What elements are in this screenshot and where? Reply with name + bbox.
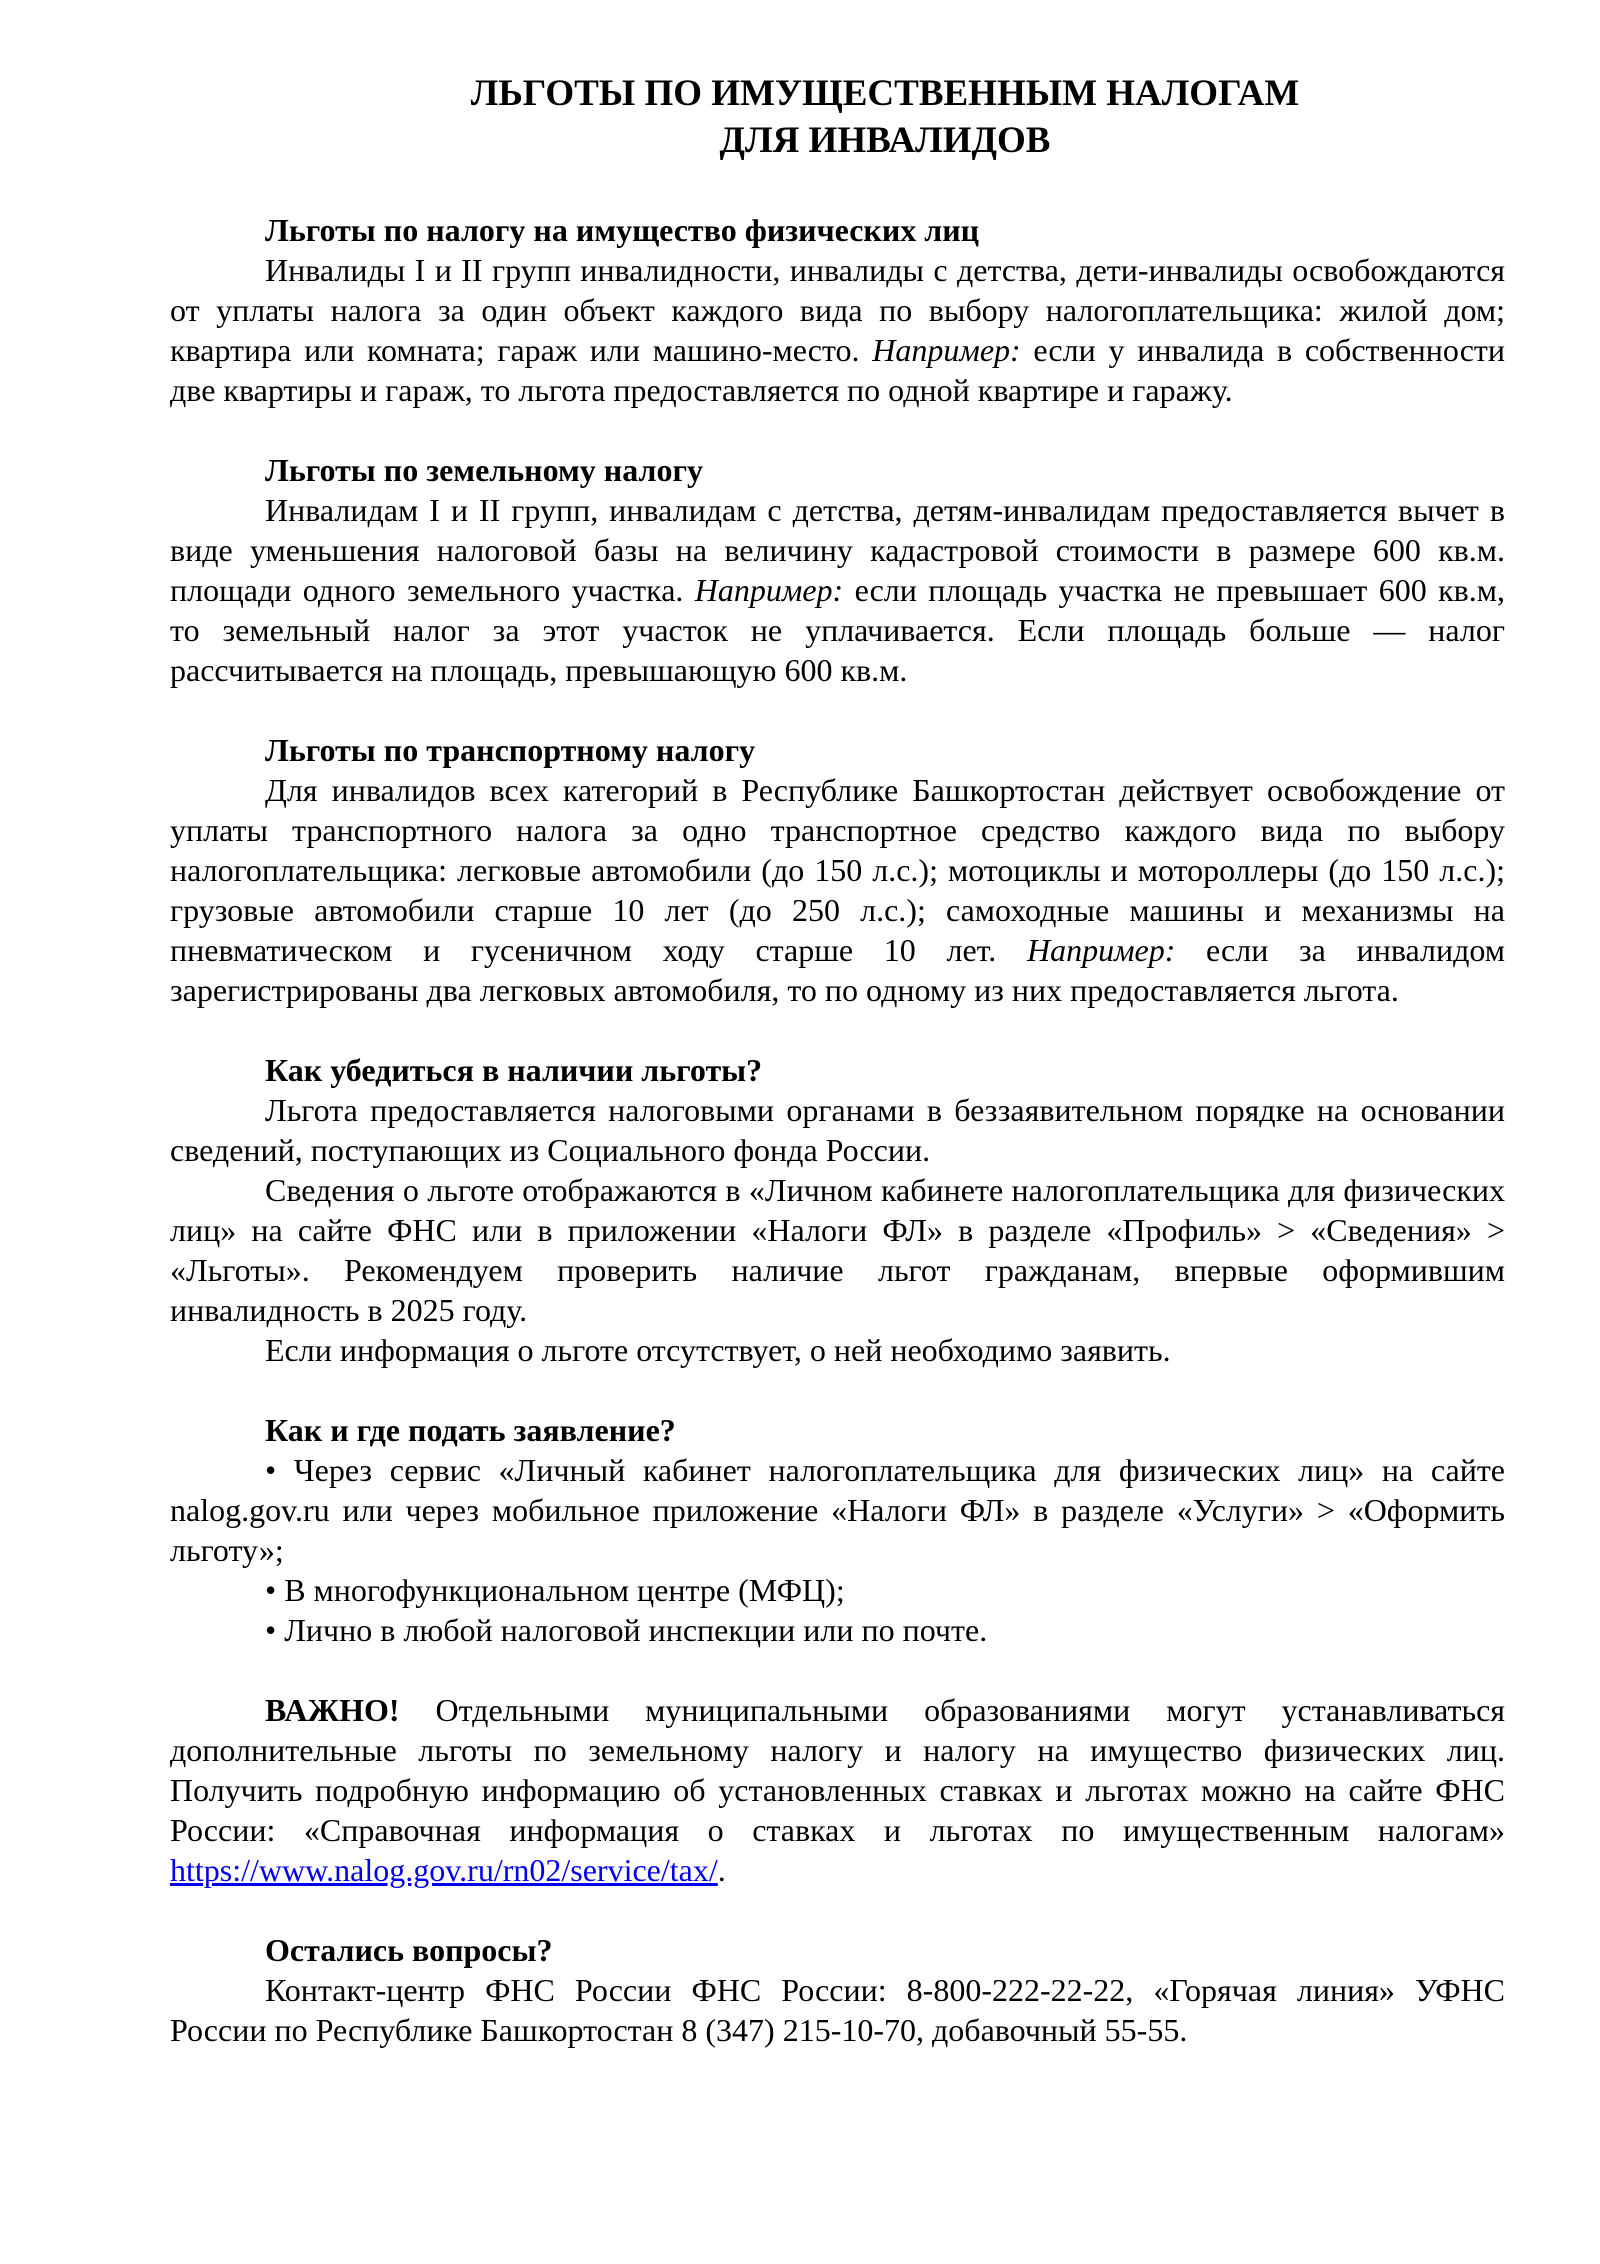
heading-transport-tax: Льготы по транспортному налогу bbox=[265, 732, 756, 768]
apply-bullet-mfc: • В многофункциональном центре (МФЦ); bbox=[265, 1572, 845, 1608]
land-tax-text: Инвалидам I и II групп, инвалидам с детства, детям-инвалидам предоставляется вычет в виде уменьшения налоговой базы на величину кадастровой стоимости в размере 600 кв.м. площади одного земельного участка. bbox=[170, 492, 1505, 608]
transport-tax-paragraph bbox=[170, 770, 1505, 1010]
transport-tax-example-text: если за инвалидом зарегистрированы два легковых автомобиля, то по одному из них предоставляется льгота. bbox=[170, 932, 1506, 1008]
apply-bullet-online: • Через сервис «Личный кабинет налогоплательщика для физических лиц» на сайте nalog.gov.ru или через мобильное приложение «Налоги ФЛ» в разделе «Услуги» > «Оформить льготу»; bbox=[170, 1452, 1505, 1568]
nalog-service-link[interactable]: https://www.nalog.gov.ru/rn02/service/tax/ bbox=[170, 1852, 718, 1888]
important-text-after-link: . bbox=[717, 1852, 726, 1888]
document-title-line-2: ДЛЯ ИНВАЛИДОВ bbox=[719, 120, 1051, 161]
transport-tax-example-label: Например: bbox=[1026, 932, 1176, 968]
heading-land-tax: Льготы по земельному налогу bbox=[265, 452, 703, 488]
document-title bbox=[265, 70, 1505, 164]
heading-questions: Остались вопросы? bbox=[265, 1932, 553, 1968]
heading-check-benefit: Как убедиться в наличии льготы? bbox=[265, 1052, 763, 1088]
document-title-line-1: ЛЬГОТЫ ПО ИМУЩЕСТВЕННЫМ НАЛОГАМ bbox=[470, 73, 1300, 114]
land-tax-paragraph bbox=[170, 490, 1505, 690]
transport-tax-text: Для инвалидов всех категорий в Республике Башкортостан действует освобождение от уплаты транспортного налога за одно транспортное средство каждого вида по выбору налогоплательщика: легковые автомобили (до 150 л.с.); мотоциклы и мотороллеры (до 150 л.с.); грузовые автомобили старше 10 лет (до 250 л.с.); самоходные машины и механизмы на пневматическом и гусеничном ходу старше 10 лет. bbox=[170, 772, 1505, 968]
property-tax-text: Инвалиды I и II групп инвалидности, инвалиды с детства, дети-инвалиды освобождаются от уплаты налога за один объект каждого вида по выбору налогоплательщика: жилой дом; квартира или комната; гараж или машино-место. bbox=[170, 252, 1505, 368]
important-text: Отдельными муниципальными образованиями могут устанавливаться дополнительные льготы по земельному налогу и налогу на имущество физических лиц. Получить подробную информацию об установленных ставках и льготах можно на сайте ФНС России: «Справочная информация о ставках и льготах по имущественным налогам» bbox=[170, 1692, 1505, 1848]
important-paragraph bbox=[170, 1690, 1505, 1890]
check-benefit-paragraph-3: Если информация о льготе отсутствует, о ней необходимо заявить. bbox=[265, 1332, 1171, 1368]
property-tax-paragraph bbox=[170, 250, 1505, 410]
important-label: ВАЖНО! bbox=[265, 1692, 400, 1728]
heading-property-tax: Льготы по налогу на имущество физических лиц bbox=[265, 212, 980, 248]
apply-bullet-in-person: • Лично в любой налоговой инспекции или по почте. bbox=[265, 1612, 988, 1648]
questions-paragraph: Контакт-центр ФНС России ФНС России: 8-800-222-22-22, «Горячая линия» УФНС России по Республике Башкортостан 8 (347) 215-10-70, добавочный 55-55. bbox=[170, 1972, 1505, 2048]
check-benefit-paragraph-1: Льгота предоставляется налоговыми органами в беззаявительном порядке на основании сведений, поступающих из Социального фонда России. bbox=[170, 1092, 1505, 1168]
property-tax-example-text: если у инвалида в собственности две квартиры и гараж, то льгота предоставляется по одной квартире и гаражу. bbox=[170, 332, 1506, 408]
land-tax-example-text: если площадь участка не превышает 600 кв.м, то земельный налог за этот участок не уплачивается. Если площадь больше — налог рассчитывается на площадь, превышающую 600 кв.м. bbox=[170, 572, 1506, 688]
check-benefit-paragraph-2: Сведения о льготе отображаются в «Личном кабинете налогоплательщика для физических лиц» на сайте ФНС или в приложении «Налоги ФЛ» в разделе «Профиль» > «Сведения» > «Льготы». Рекомендуем проверить наличие льгот гражданам, впервые оформившим инвалидность в 2025 году. bbox=[170, 1172, 1505, 1328]
property-tax-example-label: Например: bbox=[872, 332, 1021, 368]
land-tax-example-label: Например: bbox=[694, 572, 844, 608]
heading-apply: Как и где подать заявление? bbox=[265, 1412, 676, 1448]
